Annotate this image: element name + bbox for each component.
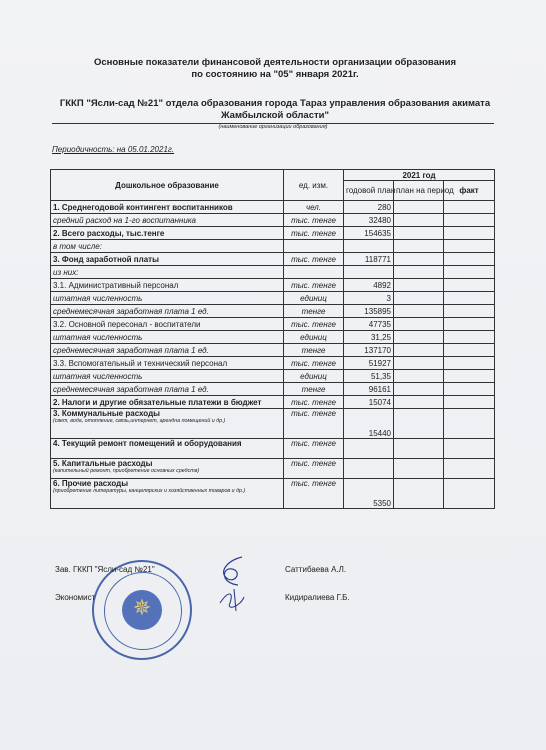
table-row — [51, 201, 495, 214]
row-fact — [444, 439, 495, 459]
row-unit: тыс. тенге — [284, 214, 344, 227]
row-unit: тыс. тенге — [284, 396, 344, 409]
row-fact — [444, 370, 495, 383]
row-period — [394, 227, 444, 240]
econ-label: Экономист — [55, 593, 96, 602]
row-period — [394, 439, 444, 459]
row-period — [394, 396, 444, 409]
table-row — [51, 370, 495, 383]
row-fact — [444, 292, 495, 305]
row-unit: единиц — [284, 292, 344, 305]
table-row — [51, 396, 495, 409]
row-period — [394, 305, 444, 318]
row-period — [394, 240, 444, 253]
row-period — [394, 253, 444, 266]
row-period — [394, 344, 444, 357]
row-label: из них: — [51, 266, 284, 279]
header-year: 2021 год — [344, 170, 495, 181]
row-plan: 32480 — [344, 214, 394, 227]
doc-title-line2: по состоянию на "05" января 2021г. — [191, 69, 359, 80]
row-period — [394, 318, 444, 331]
official-stamp — [92, 560, 192, 660]
row-period — [394, 201, 444, 214]
row-period — [394, 409, 444, 439]
head-name: Саттибаева А.Л. — [285, 565, 347, 574]
row-plan: 280 — [344, 201, 394, 214]
row-plan: 135895 — [344, 305, 394, 318]
table-row — [51, 253, 495, 266]
row-fact — [444, 396, 495, 409]
row-label — [51, 479, 284, 509]
row-fact — [444, 459, 495, 479]
org-name-line2: Жамбылской области" — [220, 110, 329, 121]
row-period — [394, 357, 444, 370]
row-unit: тыс. тенге — [284, 459, 344, 479]
row-label — [51, 439, 284, 459]
row-period — [394, 479, 444, 509]
row-plan: 118771 — [344, 253, 394, 266]
row-fact — [444, 383, 495, 396]
row-plan: 47735 — [344, 318, 394, 331]
row-unit — [284, 240, 344, 253]
row-unit: тыс. тенге — [284, 409, 344, 439]
signature-econ — [216, 585, 250, 615]
row-fact — [444, 331, 495, 344]
row-period — [394, 266, 444, 279]
table-row — [51, 240, 495, 253]
table-row — [51, 331, 495, 344]
row-unit: тыс. тенге — [284, 357, 344, 370]
header-plan: годовой план — [344, 181, 394, 201]
row-title: 5. Капитальные расходы — [53, 459, 153, 468]
row-label: 2. Налоги и другие обязательные платежи в бюджет — [51, 396, 284, 409]
row-label: штатная численность — [51, 370, 284, 383]
row-title: 6. Прочие расходы — [53, 479, 129, 488]
table-row — [51, 305, 495, 318]
row-fact — [444, 240, 495, 253]
row-subtitle: (приобретение литературы, канцелярских и хозяйственных товаров и др.) — [53, 488, 246, 494]
row-label: среднемесячная заработная плата 1 ед. — [51, 344, 284, 357]
row-plan — [344, 240, 394, 253]
row-label: штатная численность — [51, 331, 284, 344]
row-unit: тыс. тенге — [284, 253, 344, 266]
row-unit: тенге — [284, 305, 344, 318]
row-unit: тыс. тенге — [284, 279, 344, 292]
header-main: Дошкольное образование — [51, 170, 284, 201]
row-unit: тенге — [284, 383, 344, 396]
econ-name: Кидиралиева Г.Б. — [285, 593, 350, 602]
table-row — [51, 439, 495, 459]
row-period — [394, 370, 444, 383]
table-row — [51, 214, 495, 227]
table-row — [51, 266, 495, 279]
row-plan: 96161 — [344, 383, 394, 396]
table-row — [51, 479, 495, 509]
row-unit: тенге — [284, 344, 344, 357]
signature-head — [212, 553, 252, 589]
row-plan: 5350 — [344, 479, 394, 509]
row-label: 3. Фонд заработной платы — [51, 253, 284, 266]
row-fact — [444, 201, 495, 214]
table-row — [51, 357, 495, 370]
table-row — [51, 318, 495, 331]
row-unit: тыс. тенге — [284, 227, 344, 240]
row-period — [394, 279, 444, 292]
row-label: средний расход на 1-го воспитанника — [51, 214, 284, 227]
table-row — [51, 459, 495, 479]
row-plan: 51,35 — [344, 370, 394, 383]
row-plan — [344, 459, 394, 479]
row-fact — [444, 305, 495, 318]
row-label: 2. Всего расходы, тыс.тенге — [51, 227, 284, 240]
row-fact — [444, 227, 495, 240]
row-plan: 31,25 — [344, 331, 394, 344]
row-fact — [444, 318, 495, 331]
row-label — [51, 409, 284, 439]
header-fact: факт — [444, 181, 495, 201]
header-unit: ед. изм. — [284, 170, 344, 201]
row-unit: единиц — [284, 370, 344, 383]
header-period: план на период — [394, 181, 444, 201]
row-label: штатная численность — [51, 292, 284, 305]
row-plan: 154635 — [344, 227, 394, 240]
row-plan: 137170 — [344, 344, 394, 357]
row-fact — [444, 214, 495, 227]
row-subtitle: (свет, вода, отопление, связь,интернет, арендна помещений и др.) — [53, 418, 226, 424]
row-unit — [284, 266, 344, 279]
row-plan: 51927 — [344, 357, 394, 370]
row-unit: единиц — [284, 331, 344, 344]
row-title: 3. Коммунальные расходы — [53, 409, 160, 418]
row-unit: тыс. тенге — [284, 318, 344, 331]
org-name-line1: ГККП "Ясли-сад №21" отдела образования города Тараз управления образования акимата — [59, 98, 491, 109]
table-row — [51, 344, 495, 357]
row-plan: 4892 — [344, 279, 394, 292]
row-label: в том числе: — [51, 240, 284, 253]
row-title: 4. Текущий ремонт помещений и оборудования — [53, 439, 242, 448]
row-period — [394, 459, 444, 479]
org-caption: (наименование организации образования) — [218, 124, 328, 130]
row-period — [394, 292, 444, 305]
row-label: 3.2. Основной пересонал - воспитатели — [51, 318, 284, 331]
row-label: среднемесячная заработная плата 1 ед. — [51, 383, 284, 396]
row-fact — [444, 357, 495, 370]
row-plan: 15074 — [344, 396, 394, 409]
row-label: 3.1. Административный персонал — [51, 279, 284, 292]
row-fact — [444, 279, 495, 292]
row-label: 1. Среднегодовой контингент воспитанников — [51, 201, 284, 214]
doc-title-line1: Основные показатели финансовой деятельности организации образования — [93, 57, 457, 68]
head-label: Зав. ГККП "Ясли-сад №21" — [55, 565, 155, 574]
row-unit: тыс. тенге — [284, 439, 344, 459]
row-plan: 15440 — [344, 409, 394, 439]
row-fact — [444, 479, 495, 509]
row-period — [394, 214, 444, 227]
row-fact — [444, 409, 495, 439]
table-row — [51, 227, 495, 240]
row-plan — [344, 266, 394, 279]
row-fact — [444, 344, 495, 357]
row-unit: чел. — [284, 201, 344, 214]
row-plan — [344, 439, 394, 459]
row-subtitle: (капительный ремонт, приобретение основных средств) — [53, 468, 200, 474]
row-period — [394, 383, 444, 396]
row-label: 3.3. Вспомогательный и технический персонал — [51, 357, 284, 370]
row-label — [51, 459, 284, 479]
emblem-icon: ✵ — [132, 595, 152, 620]
indicators-table — [50, 169, 495, 509]
row-plan: 3 — [344, 292, 394, 305]
row-label: среднемесячная заработная плата 1 ед. — [51, 305, 284, 318]
row-fact — [444, 266, 495, 279]
table-row — [51, 292, 495, 305]
table-row — [51, 409, 495, 439]
row-fact — [444, 253, 495, 266]
row-unit: тыс. тенге — [284, 479, 344, 509]
table-row — [51, 383, 495, 396]
row-period — [394, 331, 444, 344]
table-row — [51, 279, 495, 292]
periodicity: Периодичность: на 05.01.2021г. — [52, 145, 175, 154]
